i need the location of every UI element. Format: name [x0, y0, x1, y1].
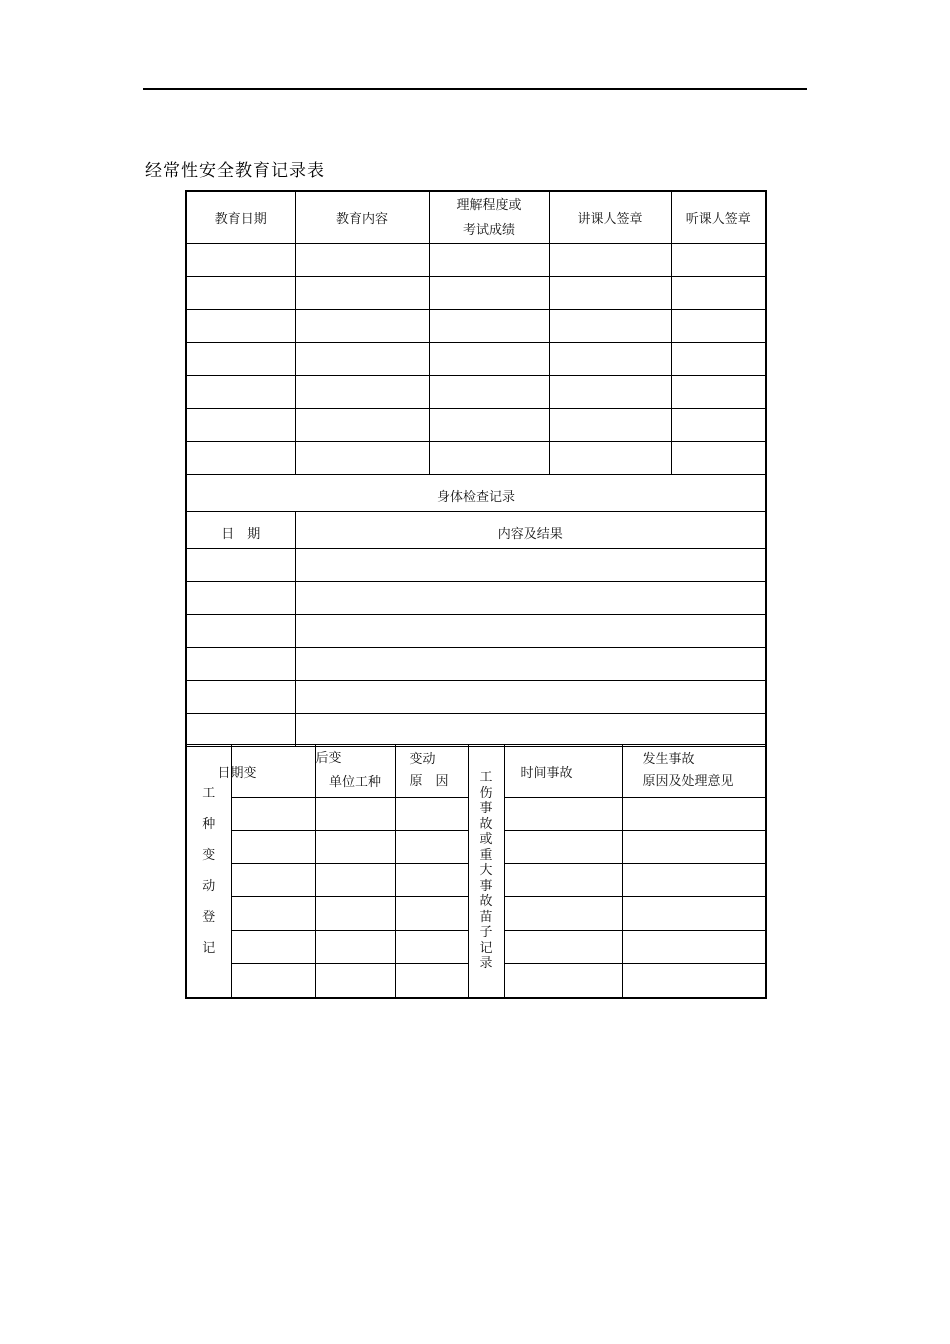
physical-exam-content-label: 内容及结果: [295, 512, 766, 549]
education-header-row: [186, 191, 766, 244]
header-attendee-signature: 听课人签章: [671, 191, 766, 244]
table-row: [186, 310, 766, 343]
header-education-content: 教育内容: [295, 191, 429, 244]
header-change-reason: 变动 原 因: [395, 745, 468, 798]
table-row: [186, 244, 766, 277]
education-record-table: [185, 190, 767, 747]
header-lecturer-signature: 讲课人签章: [549, 191, 671, 244]
table-row: [186, 648, 766, 681]
table-row: [186, 681, 766, 714]
table-row: [186, 442, 766, 475]
table-row: [186, 409, 766, 442]
page-title: 经常性安全教育记录表: [145, 161, 325, 181]
physical-exam-header-row: [186, 512, 766, 549]
header-rule: [143, 88, 807, 90]
table-row: [186, 549, 766, 582]
job-change-side-label: 工 种 变 动 登 记: [186, 745, 231, 999]
physical-exam-title-row: [186, 475, 766, 512]
header-understanding-line1: 理解程度或: [456, 197, 522, 213]
table-row: [186, 582, 766, 615]
header-understanding-line2: 考试成绩: [462, 222, 515, 238]
table-row: [186, 376, 766, 409]
table-row: [186, 615, 766, 648]
table-row: [186, 343, 766, 376]
header-change-date: 日期变: [231, 745, 315, 798]
accident-side-label: 工 伤 事 故 或 重 大 事 故 苗 子 记 录: [468, 745, 504, 999]
header-accident-time: 时间事故: [504, 745, 622, 798]
header-new-unit-job: 后变 单位工种: [315, 745, 395, 798]
header-education-date: 教育日期: [186, 191, 295, 244]
table-row: [186, 714, 766, 747]
job-change-accident-table: [185, 744, 767, 999]
header-understanding-score: [429, 191, 549, 244]
physical-exam-section-title: 身体检查记录: [186, 475, 766, 512]
job-change-header-row: [186, 745, 766, 798]
table-row: [186, 277, 766, 310]
header-accident-cause: 发生事故 原因及处理意见: [622, 745, 766, 798]
physical-exam-date-label: 日 期: [186, 512, 295, 549]
